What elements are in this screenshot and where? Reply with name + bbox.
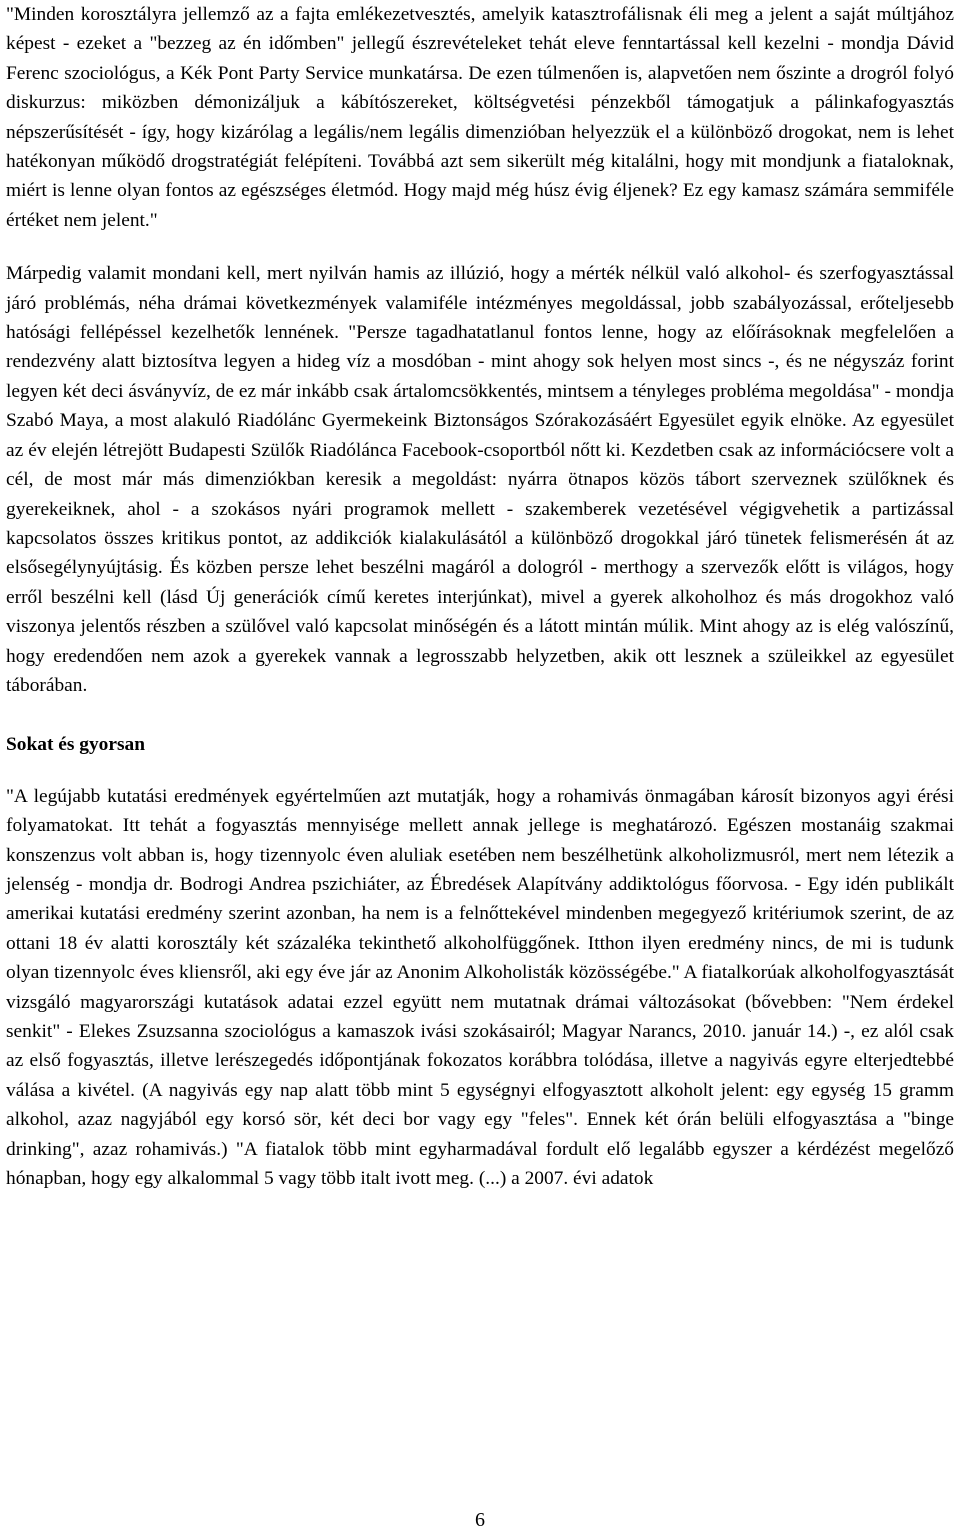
section-heading: Sokat és gyorsan (6, 734, 145, 756)
paragraph-riadolanc: Márpedig valamit mondani kell, mert nyilván hamis az illúzió, hogy a mérték nélkül való alkohol- és szerfogyasztással járó problémás, néha drámai következmények valamiféle intézményes megoldással, jobb szabályozással, erőteljesebb hatósági fellépéssel kezelhetők lennének. "Persze tagadhatatlanul fontos lenne, hogy az előírásoknak megfelelően a rendezvény alatt biztosítva legyen a hideg víz a mosdóban - mint ahogy sok helyen most sincs -, és ne négyszáz forint legyen két deci ásványvíz, de ez már inkább csak ártalomcsökkentés, mintsem a tényleges probléma megoldása" - mondja Szabó Maya, a most alakuló Riadólánc Gyermekeink Biztonságos Szórakozásáért Egyesület egyik elnöke. Az egyesület az év elején létrejött Budapesti Szülők Riadólánca Facebook-csoportból nőtt ki. Kezdetben csak az információcsere volt a cél, de most már más dimenziókban keresik a megoldást: nyárra ötnapos közös tábort szerveznek szülőknek és gyerekeiknek, ahol - a szokásos nyári programok mellett - szakemberek vezetésével végigvehetik a partizással kapcsolatos összes kritikus pontot, az addikciók kialakulásától a különböző drogokkal járó tünetek felismerésén át az elsősegélynyújtásig. És közben persze lehet beszélni magáról a dologról - merthogy a szervezők előtt is világos, hogy erről beszélni kell (lásd Új generációk című keretes interjúnkat), mivel a gyerek alkoholhoz és más drogokhoz való viszonya jelentős részben a szülővel való kapcsolat minőségén és a látott mintán múlik. Mint ahogy az is elég valószínű, hogy eredendően nem azok a gyerekek vannak a legrosszabb helyzetben, akik ott lesznek a szüleikkel az egyesület táborában. (6, 263, 954, 696)
page-number: 6 (475, 1509, 485, 1531)
paragraph-intro-quote: "Minden korosztályra jellemző az a fajta emlékezetvesztés, amelyik katasztrofálisnak éli meg a jelent a saját múltjához képest - ezeket a "bezzeg az én időmben" jellegű észrevételeket tehát eleve fenntartással kell kezelni - mondja Dávid Ferenc szociológus, a Kék Pont Party Service munkatársa. De ezen túlmenően is, alapvetően nem őszinte a drogról folyó diskurzus: miközben démonizáljuk a kábítószereket, költségvetési pénzekből támogatjuk a pálinkafogyasztás népszerűsítését - így, hogy kizárólag a legális/nem legális dimenzióban helyezzük el a különböző drogokat, nem is lehet hatékonyan működő drogstratégiát felépíteni. Továbbá azt sem sikerült még kitalálni, hogy mit mondjunk a fiataloknak, miért is lenne olyan fontos az egészséges életmód. Hogy majd még húsz évig éljenek? Ez egy kamasz számára semmiféle értéket nem jelent." (6, 4, 954, 231)
document-page (6, 0, 954, 1193)
paragraph-sokat-es-gyorsan: "A legújabb kutatási eredmények egyértelműen azt mutatják, hogy a rohamivás önmagában károsít bizonyos agyi érési folyamatokat. Itt tehát a fogyasztás mennyisége mellett annak jellege is meghatározó. Egészen mostanáig szakmai konszenzus volt abban is, hogy tizennyolc éven aluliak esetében nem beszélhetünk alkoholizmusról, mert nem létezik a jelenség - mondja dr. Bodrogi Andrea pszichiáter, az Ébredések Alapítvány addiktológus főorvosa. - Egy idén publikált amerikai kutatási eredmény szerint azonban, ha nem is a felnőttekével mindenben megegyező kritériumok szerint, de az ottani 18 év alatti korosztály két százaléka tekinthető alkoholfüggőnek. Itthon ilyen eredmény nincs, de mi is tudunk olyan tizennyolc éves kliensről, aki egy éve jár az Anonim Alkoholisták közösségébe." A fiatalkorúak alkoholfogyasztását vizsgáló magyarországi kutatások adatai ezzel együtt nem mutatnak drámai változásokat (bővebben: "Nem érdekel senkit" - Elekes Zsuzsanna szociológus a kamaszok ivási szokásairól; Magyar Narancs, 2010. január 14.) -, ez alól csak az első fogyasztás, illetve lerészegedés időpontjának fokozatos korábbra tolódása, illetve a nagyivás egyre elterjedtebbé válása a kivétel. (A nagyivás egy nap alatt több mint 5 egységnyi elfogyasztott alkoholt jelent: egy egység 15 gramm alkohol, azaz nagyjából egy korsó sör, két deci bor vagy egy "feles". Ennek két órán belüli elfogyasztása a "binge drinking", azaz rohamivás.) "A fiatalok több mint egyharmadával fordult elő legalább egyszer a kérdézést megelőző hónapban, hogy egy alkalommal 5 vagy több italt ivott meg. (...) a 2007. évi adatok (6, 785, 954, 1190)
